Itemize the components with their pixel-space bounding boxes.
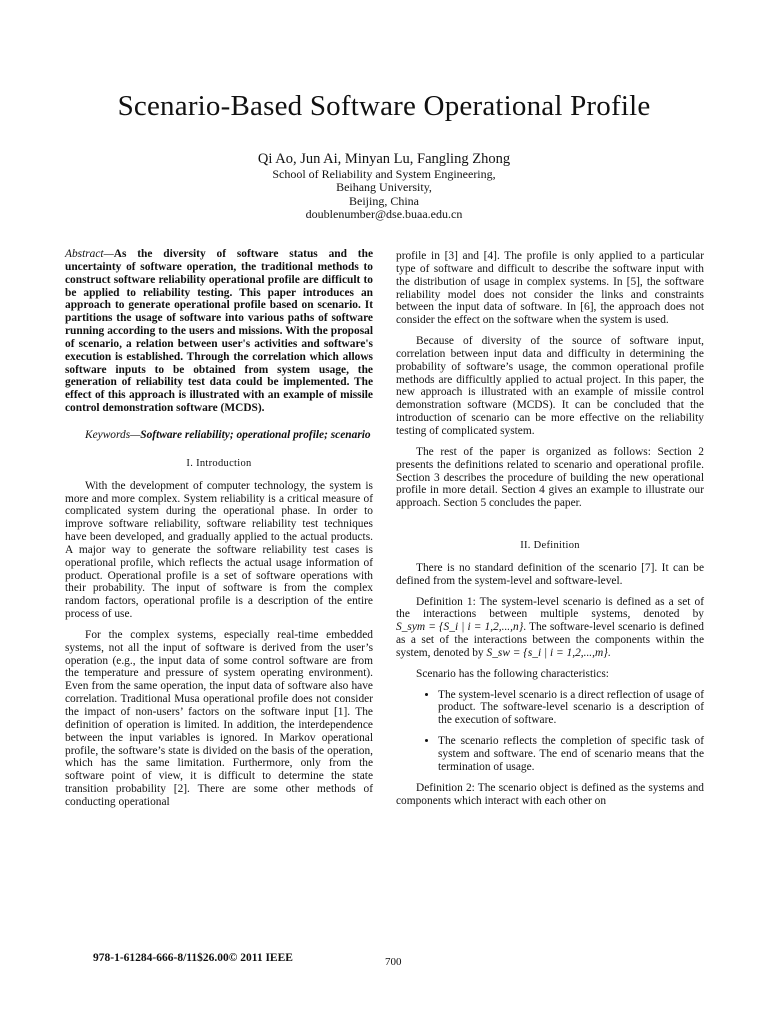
definition-1 xyxy=(396,596,704,660)
author-email: doublenumber@dse.buaa.edu.cn xyxy=(305,207,463,222)
abstract-text: As the diversity of software status and the uncertainty of software operation, the traditional methods to construct software reliability operational profile are difficult to be applied to reliability testing. This paper introduces an approach to generate operational profile based on scenario. It partitions the usage of software into various paths of software running according to the users and missions. With the proposal of scenario, a relation between user's activities and software's execution is established. Through the correlation which allows software inputs to be obtained from system usage, the generation of reliability test data could be implemented. The effect of this approach is illustrated with an example of missile control demonstration software (MCDS). xyxy=(65,248,373,415)
isbn-copyright: 978-1-61284-666-8/11$26.00© 2011 IEEE xyxy=(93,952,293,964)
affiliation-block xyxy=(0,168,768,222)
list-item: • The scenario reflects the completion of specific task of system and software. The end of scenario means that the termination of usage. xyxy=(438,735,704,774)
paragraph: With the development of computer technology, the system is more and more complex. System reliability is a critical measure of complicated system during the operational phase. In order to improve software reliability, software reliability test techniques have been developed, and gradually applied to the actual products. A major way to generate the software reliability test cases is operational profile, which reflects the actual usage information of product. Operational profile is a set of software operations with their probability. The input of software is from the complex random factors, operational profile is a description of the entire process of use. xyxy=(65,479,373,621)
paragraph: Because of diversity of the source of software input, correlation between input data and difficulty in determining the probability of software’s usage, the common operational profile methods are difficultly applied to actual project. In this paper, the new approach is illustrated with an example of missile control demonstration software (MCDS). It can be concluded that the introduction of scenario can be more effective on the reliability testing of complicated system. xyxy=(396,335,704,437)
paper-title: Scenario-Based Software Operational Profile xyxy=(117,90,651,122)
paragraph: For the complex systems, especially real-time embedded systems, not all the input of software is derived from the user’s operation (e.g., the input data of some control software are from the temperature and pressure of system operating environment). Even from the same operation, the input data of software also have correlation. Traditional Musa operational profile does not consider the impact of non-users’ factors on the software input [1]. The definition of operation is limited. In addition, the interdependence between the input variables is ignored. In Markov operational profile, the software’s state is divided on the basis of the operation, which has the same limitation. Furthermore, only from the software point of view, it is difficult to determine the state transition probability [2]. There are some other methods of conducting operational xyxy=(65,628,373,808)
section-heading-introduction: I. Introduction xyxy=(186,457,252,469)
affiliation-line: Beijing, China xyxy=(349,193,419,208)
list-item: • The system-level scenario is a direct reflection of usage of product. The software-level scenario is a description of the execution of software. xyxy=(438,689,704,728)
definition-text: . The software-level scenario is defined as a set of the interactions between the components within the system, denoted by xyxy=(396,621,705,659)
left-column xyxy=(65,248,373,809)
paragraph: There is no standard definition of the scenario [7]. It can be defined from the system-level and software-level. xyxy=(396,561,704,587)
paragraph: profile in [3] and [4]. The profile is only applied to a particular type of software and difficult to describe the software input with the distribution of usage in complex systems. In [5], the software reliability model does not consider the links and constraints between the input data of software. In [6], the approach does not consider the effect on the software when the system is used. xyxy=(396,250,704,327)
keywords xyxy=(65,429,373,442)
characteristics-list xyxy=(396,689,704,774)
page-number: 700 xyxy=(385,956,402,968)
affiliation-line: Beihang University, xyxy=(336,180,432,195)
math-expression: S_sw = {s_i | i = 1,2,...,m} xyxy=(486,646,608,659)
abstract-label: Abstract— xyxy=(65,248,114,260)
affiliation-line: School of Reliability and System Engineering, xyxy=(272,167,496,181)
math-expression: S_sym = {S_i | i = 1,2,...,n} xyxy=(396,621,524,634)
author-list: Qi Ao, Jun Ai, Minyan Lu, Fangling Zhong xyxy=(257,151,511,167)
section-heading-definition: II. Definition xyxy=(520,540,580,552)
keywords-text: Software reliability; operational profile; scenario xyxy=(140,428,371,441)
definition-text: . xyxy=(607,646,611,659)
keywords-label: Keywords— xyxy=(85,428,141,441)
paragraph: The rest of the paper is organized as follows: Section 2 presents the definitions related to scenario and operational profile. Section 3 describes the procedure of building the new operational profile in more detail. Section 4 gives an example to illustrate our approach. Section 5 concludes the paper. xyxy=(396,445,704,510)
definition-2: Definition 2: The scenario object is defined as the systems and components which interact with each other on xyxy=(396,781,704,807)
abstract xyxy=(65,248,373,415)
right-column xyxy=(396,250,704,807)
paragraph: Scenario has the following characteristics: xyxy=(416,667,609,680)
definition-text: Definition 1: The system-level scenario is defined as a set of the interactions between multiple systems, denoted by xyxy=(396,595,704,621)
